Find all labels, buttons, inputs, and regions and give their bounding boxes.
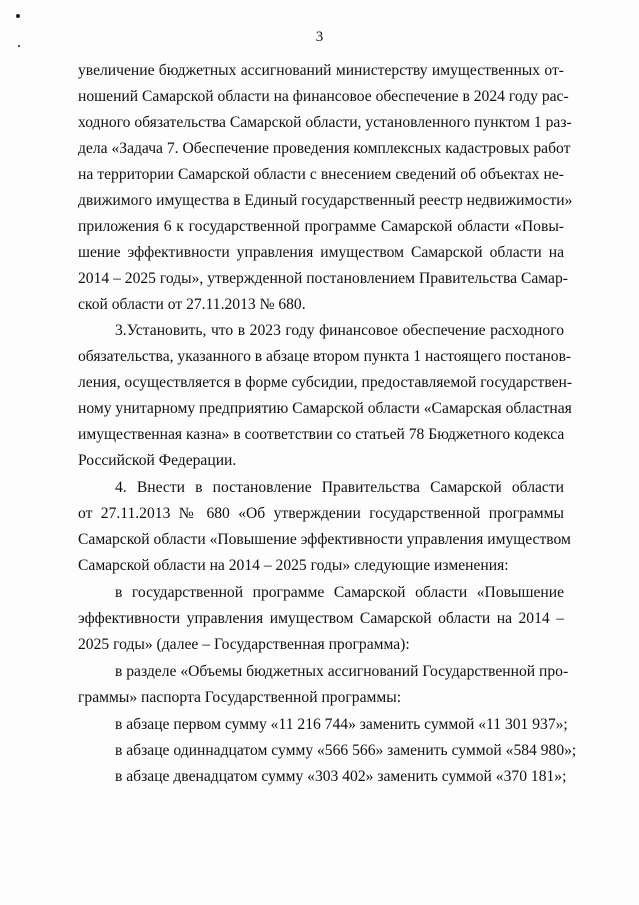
paragraph-line: от 27.11.2013 № 680 «Об утверждении государственной программы [78,505,564,522]
amendment-item: в абзаце первом сумму «11 216 744» заменить суммой «11 301 937»; [115,716,568,733]
paragraph-line: приложения 6 к государственной программе Самарской области «Повы- [78,218,564,235]
paragraph-line: граммы» паспорта Государственной программы: [78,689,402,706]
page-number: 3 [315,29,324,45]
paragraph-line: ношений Самарской области на финансовое обеспечение в 2024 году рас- [78,88,569,105]
paragraph-line: шение эффективности управления имуществом Самарской области на [78,244,564,261]
paragraph-line: ской области от 27.11.2013 № 680. [78,296,306,313]
amendment-item: в абзаце двенадцатом сумму «303 402» заменить суммой «370 181»; [115,768,567,785]
paragraph-line: в государственной программе Самарской области «Повышение [115,584,564,601]
scan-speck [16,14,20,18]
paragraph-line: 4. Внести в постановление Правительства Самарской области [115,479,564,496]
paragraph-line: ления, осуществляется в форме субсидии, предоставляемой государствен- [78,374,573,391]
paragraph-line: 2025 годы» (далее – Государственная программа): [78,636,410,653]
paragraph-line: в разделе «Объемы бюджетных ассигнований Государственной про- [115,663,569,680]
paragraph-line: эффективности управления имуществом Самарской области на 2014 – [78,610,564,627]
paragraph-line: движимого имущества в Единый государственный реестр недвижимости» [78,192,573,209]
paragraph-line: Самарской области «Повышение эффективности управления имуществом [78,531,571,548]
paragraph-line: обязательства, указанного в абзаце втором пункта 1 настоящего постанов- [78,348,572,365]
paragraph-line: 2014 – 2025 годы», утвержденной постановлением Правительства Самар- [78,270,568,287]
paragraph-line: дела «Задача 7. Обеспечение проведения комплексных кадастровых работ [78,140,571,157]
paragraph-line: Самарской области на 2014 – 2025 годы» следующие изменения: [78,557,509,574]
paragraph-line: ному унитарному предприятию Самарской области «Самарская областная [78,400,572,417]
paragraph-line: имущественная казна» в соответствии со статьей 78 Бюджетного кодекса [78,426,565,443]
amendment-item: в абзаце одиннадцатом сумму «566 566» заменить суммой «584 980»; [115,742,577,759]
paragraph-line: увеличение бюджетных ассигнований министерству имущественных от- [78,62,564,79]
paragraph-line: Российской Федерации. [78,452,237,469]
paragraph-line: 3.Установить, что в 2023 году финансовое обеспечение расходного [115,322,564,339]
paragraph-line: ходного обязательства Самарской области, установленного пунктом 1 раз- [78,114,572,131]
paragraph-line: на территории Самарской области с внесением сведений об объектах не- [78,166,564,183]
